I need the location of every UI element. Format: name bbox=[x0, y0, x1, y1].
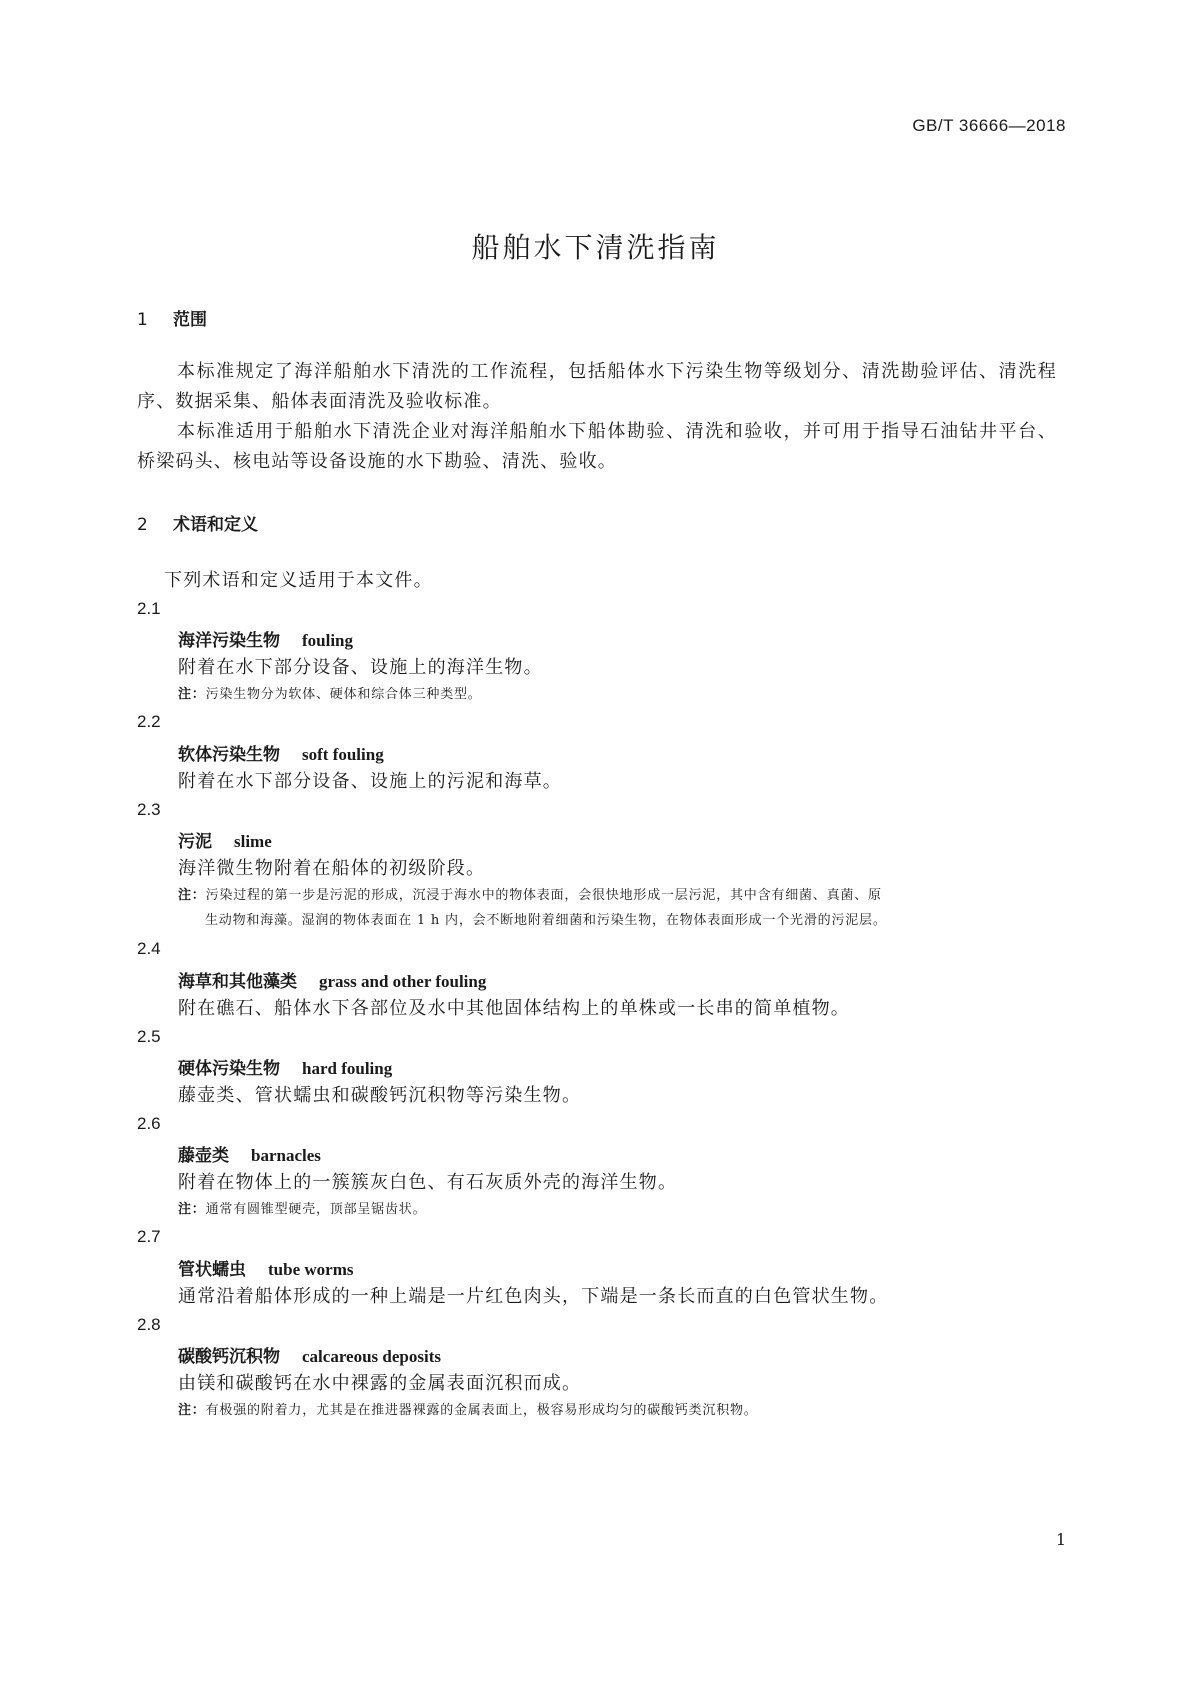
term-name bbox=[178, 827, 272, 852]
term-name-zh: 海洋污染生物 bbox=[178, 631, 280, 651]
term-definition: 附着在水下部分设备、设施上的污泥和海草。 bbox=[178, 771, 562, 792]
term-number: 2.7 bbox=[137, 1227, 161, 1246]
scope-paragraph: 本标准适用于船舶水下清洗企业对海洋船舶水下船体勘验、清洗和验收，并可用于指导石油钻井平台、桥梁码头、核电站等设备设施的水下勘验、清洗、验收。 bbox=[137, 421, 1057, 472]
term-name-en: barnacles bbox=[251, 1146, 321, 1165]
term-name-zh: 硬体污染生物 bbox=[178, 1059, 280, 1079]
term-number: 2.4 bbox=[137, 939, 161, 958]
section-title: 范围 bbox=[173, 310, 207, 330]
note-label: 注： bbox=[178, 1202, 206, 1217]
note-text: 有极强的附着力，尤其是在推进器裸露的金属表面上，极容易形成均匀的碳酸钙类沉积物。 bbox=[205, 1403, 758, 1418]
standard-code: GB/T 36666—2018 bbox=[912, 116, 1066, 135]
section-number: 2 bbox=[137, 515, 148, 535]
note-label: 注： bbox=[178, 1403, 206, 1418]
term-note bbox=[178, 883, 1068, 933]
section-number: 1 bbox=[137, 310, 148, 330]
term-name-en: hard fouling bbox=[302, 1059, 393, 1078]
term-name-zh: 管状蠕虫 bbox=[178, 1260, 246, 1280]
term-note bbox=[178, 682, 1068, 707]
page-number: 1 bbox=[1055, 1530, 1066, 1549]
note-label: 注： bbox=[178, 888, 206, 903]
term-name-zh: 藤壶类 bbox=[178, 1146, 229, 1166]
note-text-continued: 生动物和海藻。湿润的物体表面在 1 h 内，会不断地附着细菌和污染生物，在物体表面形成一个光滑的污泥层。 bbox=[205, 913, 887, 928]
term-number: 2.2 bbox=[137, 712, 161, 731]
note-text: 污染生物分为软体、硬体和综合体三种类型。 bbox=[205, 687, 482, 702]
section-heading-scope bbox=[137, 305, 207, 330]
term-definition: 附在礁石、船体水下各部位及水中其他固体结构上的单株或一长串的简单植物。 bbox=[178, 998, 850, 1019]
term-definition: 由镁和碳酸钙在水中裸露的金属表面沉积而成。 bbox=[178, 1373, 582, 1394]
term-name-zh: 海草和其他藻类 bbox=[178, 972, 297, 992]
term-name bbox=[178, 1255, 353, 1280]
term-name bbox=[178, 740, 384, 765]
term-number: 2.6 bbox=[137, 1114, 161, 1133]
note-text: 污染过程的第一步是污泥的形成，沉浸于海水中的物体表面，会很快地形成一层污泥，其中含有细菌、真菌、原 bbox=[205, 888, 882, 903]
term-number: 2.3 bbox=[137, 800, 161, 819]
term-number: 2.5 bbox=[137, 1027, 161, 1046]
term-name bbox=[178, 626, 353, 651]
term-name bbox=[178, 1342, 441, 1367]
term-name-zh: 污泥 bbox=[178, 832, 212, 852]
term-name-en: grass and other fouling bbox=[319, 972, 487, 991]
term-definition: 附着在物体上的一簇簇灰白色、有石灰质外壳的海洋生物。 bbox=[178, 1172, 678, 1193]
term-definition: 藤壶类、管状蠕虫和碳酸钙沉积物等污染生物。 bbox=[178, 1085, 582, 1106]
note-label: 注： bbox=[178, 687, 206, 702]
term-name-en: tube worms bbox=[268, 1260, 354, 1279]
document-title: 船舶水下清洗指南 bbox=[471, 231, 720, 264]
term-definition: 通常沿着船体形成的一种上端是一片红色肉头，下端是一条长而直的白色管状生物。 bbox=[178, 1286, 889, 1307]
section-title: 术语和定义 bbox=[173, 515, 258, 535]
term-name-en: fouling bbox=[302, 631, 354, 650]
term-name bbox=[178, 1141, 321, 1166]
term-note bbox=[178, 1197, 1068, 1222]
note-text: 通常有圆锥型硬壳，顶部呈锯齿状。 bbox=[205, 1202, 427, 1217]
term-name bbox=[178, 1054, 392, 1079]
term-name-zh: 碳酸钙沉积物 bbox=[178, 1347, 280, 1367]
term-name bbox=[178, 967, 486, 992]
term-definition: 附着在水下部分设备、设施上的海洋生物。 bbox=[178, 657, 543, 678]
term-name-en: slime bbox=[234, 832, 272, 851]
term-number: 2.8 bbox=[137, 1315, 161, 1334]
term-note bbox=[178, 1398, 1068, 1423]
term-name-en: soft fouling bbox=[302, 745, 384, 764]
scope-text bbox=[137, 357, 1057, 477]
term-name-en: calcareous deposits bbox=[302, 1347, 441, 1366]
scope-paragraph: 本标准规定了海洋船舶水下清洗的工作流程，包括船体水下污染生物等级划分、清洗勘验评估、清洗程序、数据采集、船体表面清洗及验收标准。 bbox=[137, 361, 1057, 412]
terms-intro: 下列术语和定义适用于本文件。 bbox=[164, 570, 433, 591]
term-number: 2.1 bbox=[137, 599, 161, 618]
section-heading-terms bbox=[137, 510, 258, 535]
term-name-zh: 软体污染生物 bbox=[178, 745, 280, 765]
term-definition: 海洋微生物附着在船体的初级阶段。 bbox=[178, 858, 486, 879]
